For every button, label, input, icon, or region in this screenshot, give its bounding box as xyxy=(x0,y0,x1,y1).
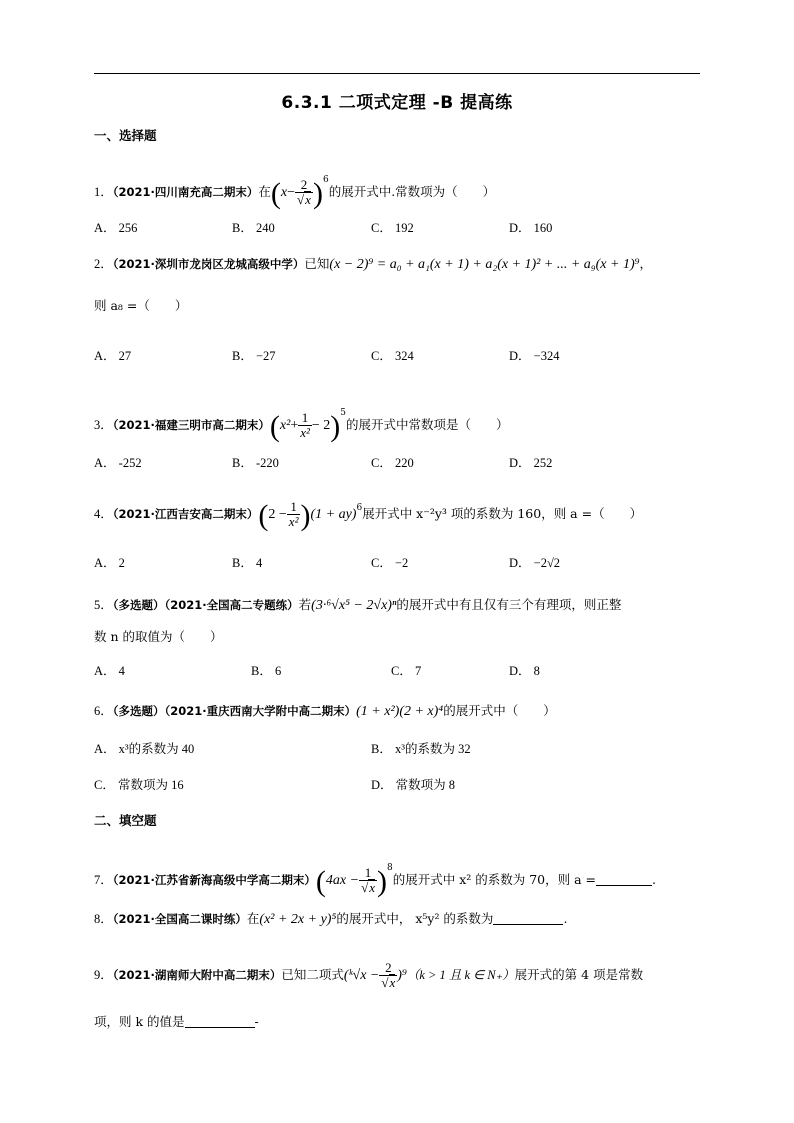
header-rule xyxy=(94,73,700,74)
question-number: 2． xyxy=(94,257,113,271)
question-5 xyxy=(94,595,621,616)
question-1: 1．（2021·四川南充高二期末）在(x− $\frac{2}{√x}$ )$^6$的展开式中.常数项为（ ） xyxy=(94,175,496,210)
question-number: 1． xyxy=(94,185,113,199)
question-number: 9． xyxy=(94,968,113,982)
question-9 xyxy=(94,961,643,990)
option-b[interactable]: B． 240 xyxy=(232,221,275,235)
question-text: 若 xyxy=(298,597,312,612)
question-text: - xyxy=(254,1014,259,1029)
question-text: . xyxy=(651,872,656,887)
math-exponent: 6 xyxy=(322,175,329,185)
option-c[interactable]: C． 常数项为 16 xyxy=(94,778,184,792)
question-text: 的展开式中.常数项为（ ） xyxy=(328,184,496,199)
math-term: − 2 xyxy=(311,418,331,433)
math-term: (1 + ay) xyxy=(310,507,357,522)
question-text: 的展开式中有且仅有三个有理项，则正整 xyxy=(396,597,622,612)
math-term: x² xyxy=(279,418,291,433)
question-source: （2021·全国高二课时练） xyxy=(112,912,247,926)
math-fraction: $\frac{2}{√x}$ xyxy=(297,177,311,207)
question-7: 7．（2021·江苏省新海高级中学高二期末）(4ax − $\frac{1}{√x}$ )$^8$的展开式中 x² 的系数为 70，则 a = . xyxy=(94,863,656,898)
math-exponent: 5 xyxy=(340,408,347,418)
question-text: 已知 xyxy=(304,256,330,271)
math-plus: + xyxy=(290,418,299,433)
question-number: 7． xyxy=(94,873,113,887)
section-choice-heading: 一、选择题 xyxy=(94,128,157,143)
math-expression: (3·⁶√x⁵ − 2√x)ⁿ xyxy=(311,598,397,613)
question-3: 3．（2021·福建三明市高二期末）(x²+ $\frac{1}{\text{x²}}$ − 2)$^5$的展开式中常数项是（ ） xyxy=(94,408,509,443)
question-source: （2021·福建三明市高二期末） xyxy=(112,418,270,432)
page-title: 6.3.1 二项式定理 -B 提高练 xyxy=(281,93,513,113)
option-c[interactable]: C． 192 xyxy=(371,221,414,235)
option-b[interactable]: B． 6 xyxy=(251,664,282,678)
option-d[interactable]: D． 160 xyxy=(509,221,553,235)
answer-blank[interactable] xyxy=(493,910,563,925)
math-fraction: $\frac{1}{\text{x²}}$ xyxy=(300,410,310,440)
option-d[interactable]: D． 8 xyxy=(509,664,540,678)
question-text: 的展开式中 x² 的系数为 70，则 a = xyxy=(392,872,596,887)
math-term: (ᵏ√x − xyxy=(343,968,380,983)
math-exponent: 8 xyxy=(386,863,393,873)
option-b[interactable]: B． x³的系数为 32 xyxy=(371,742,471,756)
option-c[interactable]: C． 7 xyxy=(391,664,422,678)
option-d[interactable]: D． 常数项为 8 xyxy=(371,778,456,792)
math-exponent: )⁹ xyxy=(397,968,407,983)
question-number: 8． xyxy=(94,912,113,926)
question-text: 的展开式中常数项是（ ） xyxy=(346,417,509,432)
math-exponent: 6 xyxy=(356,503,363,513)
option-d[interactable]: D． −324 xyxy=(509,349,560,363)
math-fraction: $\frac{1}{\text{x²}}$ xyxy=(288,499,299,529)
question-number: 5． xyxy=(94,598,113,612)
question-source: （多选题）（2021·全国高二专题练） xyxy=(112,598,299,612)
math-fraction: $\frac{1}{√x}$ xyxy=(361,865,375,895)
question-text: 展开式中 x⁻²y³ 项的系数为 160，则 a =（ ） xyxy=(362,506,643,521)
option-b[interactable]: B． 4 xyxy=(232,556,263,570)
question-2 xyxy=(94,254,652,275)
math-expression: (x² + 2x + y)⁵ xyxy=(259,912,337,927)
option-a[interactable]: A． 4 xyxy=(94,664,125,678)
math-x: x xyxy=(280,185,288,200)
math-term: 4ax − xyxy=(325,873,360,888)
question-4: 4．（2021·江西吉安高二期末）(2 − $\frac{1}{\text{x²}}$ )(1 + ay)$^6$展开式中 x⁻²y³ 项的系数为 160，则 a =（ ） xyxy=(94,499,643,532)
question-source: （2021·四川南充高二期末） xyxy=(112,185,259,199)
option-b[interactable]: B． -220 xyxy=(232,456,279,470)
option-d[interactable]: D． −2√2 xyxy=(509,556,561,570)
option-a[interactable]: A． 256 xyxy=(94,221,138,235)
section-fill-heading: 二、填空题 xyxy=(94,813,157,828)
answer-blank[interactable] xyxy=(596,871,652,886)
question-text: . xyxy=(563,911,568,926)
question-text: 的展开式中， x⁵y² 的系数为 xyxy=(336,911,494,926)
option-c[interactable]: C． −2 xyxy=(371,556,409,570)
question-9-line2 xyxy=(94,1012,259,1032)
math-minus: − xyxy=(287,185,296,200)
option-c[interactable]: C． 324 xyxy=(371,349,414,363)
option-a[interactable]: A． x³的系数为 40 xyxy=(94,742,195,756)
question-text: 在 xyxy=(246,911,260,926)
math-fraction: $\frac{2}{√x}$ xyxy=(381,960,396,990)
question-source: （2021·江西吉安高二期末） xyxy=(112,507,259,521)
math-expression: (1 + x²)(2 + x)⁴ xyxy=(356,704,444,719)
question-text: 展开式的第 4 项是常数 xyxy=(514,967,644,982)
question-number: 6． xyxy=(94,704,113,718)
question-8 xyxy=(94,909,567,930)
math-term: 2 − xyxy=(268,507,287,522)
question-6 xyxy=(94,701,556,722)
option-a[interactable]: A． 27 xyxy=(94,349,132,363)
question-source: （2021·江苏省新海高级中学高二期末） xyxy=(112,873,316,887)
question-number: 3． xyxy=(94,418,113,432)
option-c[interactable]: C． 220 xyxy=(371,456,414,470)
question-text: 项，则 k 的值是 xyxy=(94,1014,185,1029)
question-text: 已知二项式 xyxy=(281,967,344,982)
question-text: 在 xyxy=(258,184,271,199)
option-d[interactable]: D． 252 xyxy=(509,456,553,470)
question-source: （多选题）（2021·重庆西南大学附中高二期末） xyxy=(112,704,357,718)
math-condition: （k > 1 且 k ∈ N₊） xyxy=(406,968,515,982)
question-2-line2: 则 a₈ =（ ） xyxy=(94,298,188,313)
question-text: ， xyxy=(639,256,652,271)
answer-blank[interactable] xyxy=(185,1013,255,1028)
math-expression: (x − 2)⁹ = a₀ + a₁(x + 1) + a₂(x + 1)² + ... + a₉(x + 1)⁹ xyxy=(329,257,640,272)
option-b[interactable]: B． −27 xyxy=(232,349,276,363)
question-source: （2021·湖南师大附中高二期末） xyxy=(112,968,282,982)
question-number: 4． xyxy=(94,507,113,521)
option-a[interactable]: A． -252 xyxy=(94,456,142,470)
option-a[interactable]: A． 2 xyxy=(94,556,125,570)
question-source: （2021·深圳市龙岗区龙城高级中学） xyxy=(112,257,305,271)
question-text: 的展开式中（ ） xyxy=(443,703,556,718)
question-5-line2: 数 n 的取值为（ ） xyxy=(94,629,223,644)
